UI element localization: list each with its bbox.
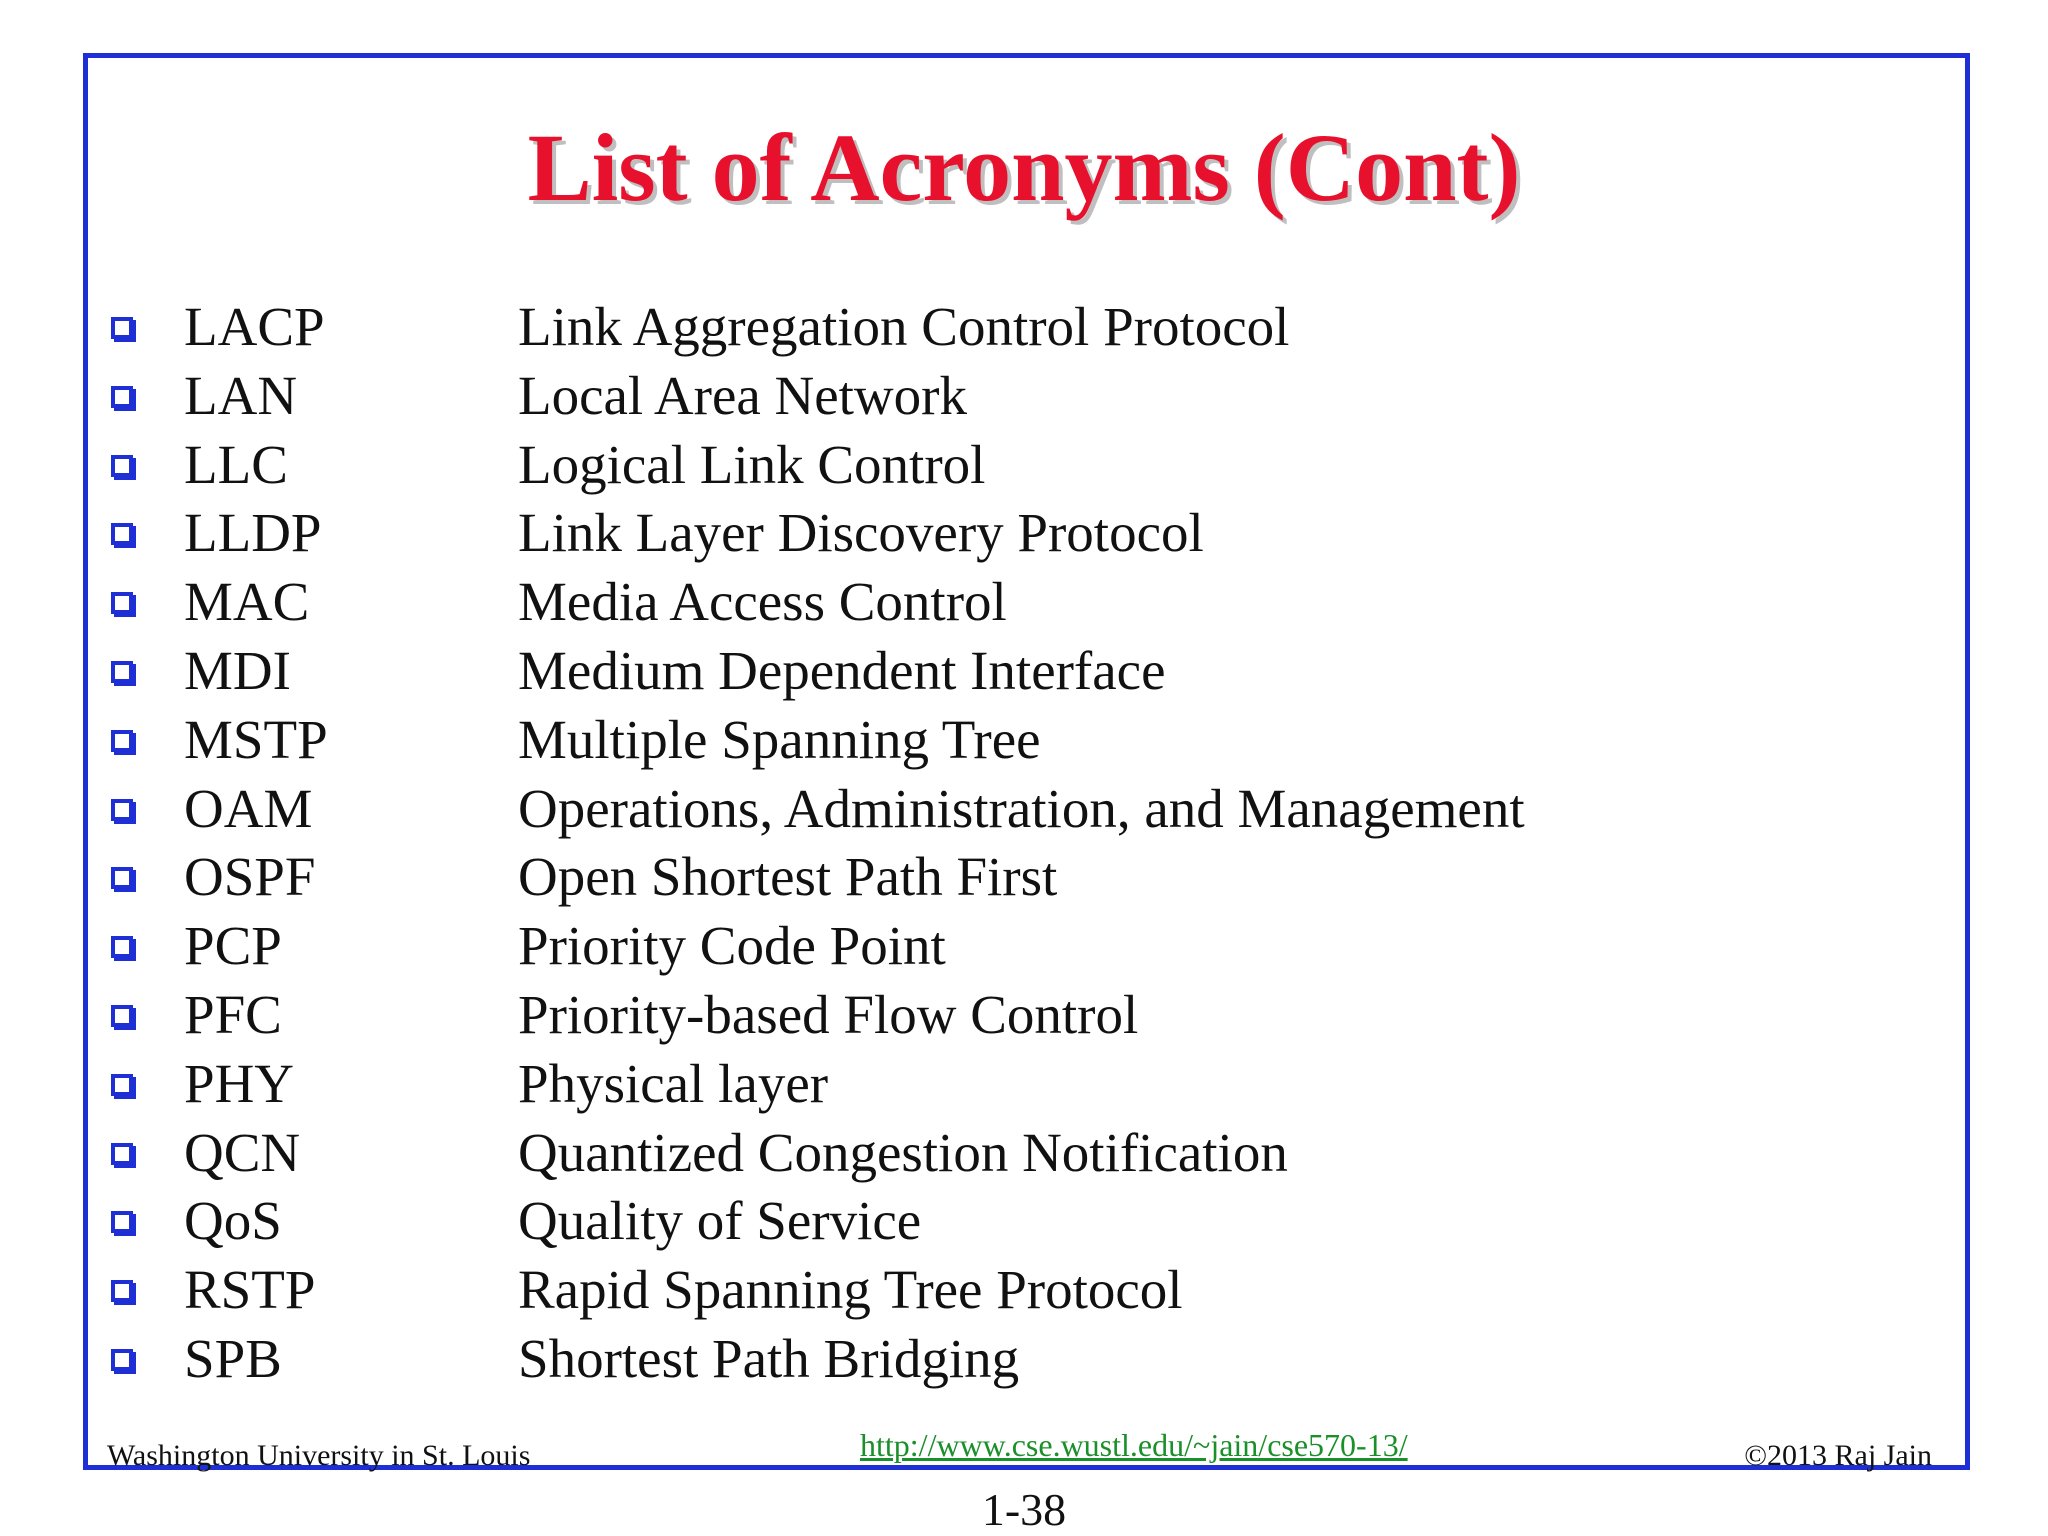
page-number: 1-38 bbox=[981, 1484, 1067, 1535]
hollow-square-bullet-icon bbox=[111, 455, 133, 477]
hollow-square-bullet-icon bbox=[111, 936, 133, 958]
acronym-expansion: Logical Link Control bbox=[518, 433, 986, 495]
acronym-expansion: Link Layer Discovery Protocol bbox=[518, 502, 1204, 564]
acronym: MDI bbox=[184, 639, 291, 701]
list-item bbox=[0, 362, 2048, 431]
hollow-square-bullet-icon bbox=[111, 1143, 133, 1165]
list-item bbox=[0, 1119, 2048, 1188]
acronym-expansion: Rapid Spanning Tree Protocol bbox=[518, 1259, 1183, 1321]
acronym-expansion: Media Access Control bbox=[518, 571, 1007, 633]
acronym: OSPF bbox=[184, 846, 316, 908]
acronym: OAM bbox=[184, 777, 313, 839]
acronym: QCN bbox=[184, 1121, 301, 1183]
acronym: PHY bbox=[184, 1052, 295, 1114]
course-url-link[interactable]: http://www.cse.wustl.edu/~jain/cse570-13/ bbox=[860, 1427, 1408, 1463]
hollow-square-bullet-icon bbox=[111, 1280, 133, 1302]
hollow-square-bullet-icon bbox=[111, 867, 133, 889]
acronym: MSTP bbox=[184, 708, 328, 770]
acronym-expansion: Quantized Congestion Notification bbox=[518, 1121, 1288, 1183]
acronym: LAN bbox=[184, 364, 298, 426]
hollow-square-bullet-icon bbox=[111, 386, 133, 408]
list-item bbox=[0, 843, 2048, 912]
acronym: LACP bbox=[184, 296, 325, 357]
list-item bbox=[0, 1256, 2048, 1325]
acronym-expansion: Priority Code Point bbox=[518, 915, 946, 977]
list-item bbox=[0, 706, 2048, 775]
list-item bbox=[0, 293, 2048, 362]
hollow-square-bullet-icon bbox=[111, 1211, 133, 1233]
list-item bbox=[0, 1325, 2048, 1394]
footer-copyright: ©2013 Raj Jain bbox=[1744, 1439, 1932, 1472]
acronym-expansion: Open Shortest Path First bbox=[518, 846, 1058, 908]
hollow-square-bullet-icon bbox=[111, 317, 133, 339]
hollow-square-bullet-icon bbox=[111, 799, 133, 821]
list-item bbox=[0, 431, 2048, 500]
acronym: PFC bbox=[184, 983, 282, 1045]
hollow-square-bullet-icon bbox=[111, 1349, 133, 1371]
acronym-list bbox=[0, 293, 2048, 1394]
footer-institution: Washington University in St. Louis bbox=[107, 1439, 531, 1472]
acronym-expansion: Link Aggregation Control Protocol bbox=[518, 296, 1290, 357]
acronym: LLDP bbox=[184, 502, 322, 564]
acronym-expansion: Quality of Service bbox=[518, 1190, 922, 1252]
hollow-square-bullet-icon bbox=[111, 592, 133, 614]
acronym: MAC bbox=[184, 571, 310, 633]
list-item bbox=[0, 981, 2048, 1050]
list-item bbox=[0, 637, 2048, 706]
acronym: PCP bbox=[184, 915, 282, 977]
hollow-square-bullet-icon bbox=[111, 1005, 133, 1027]
list-item bbox=[0, 775, 2048, 844]
acronym: RSTP bbox=[184, 1259, 316, 1321]
acronym-expansion: Multiple Spanning Tree bbox=[518, 708, 1041, 770]
acronym-expansion: Medium Dependent Interface bbox=[518, 639, 1166, 701]
acronym-expansion: Shortest Path Bridging bbox=[518, 1327, 1020, 1389]
hollow-square-bullet-icon bbox=[111, 730, 133, 752]
acronym: LLC bbox=[184, 433, 288, 495]
list-item bbox=[0, 1050, 2048, 1119]
list-item bbox=[0, 1187, 2048, 1256]
list-item bbox=[0, 568, 2048, 637]
slide-title: List of Acronyms (Cont) bbox=[527, 114, 1521, 221]
list-item bbox=[0, 499, 2048, 568]
acronym-expansion: Local Area Network bbox=[518, 364, 967, 426]
hollow-square-bullet-icon bbox=[111, 661, 133, 683]
acronym-expansion: Operations, Administration, and Management bbox=[518, 777, 1525, 839]
acronym: QoS bbox=[184, 1190, 282, 1252]
list-item bbox=[0, 912, 2048, 981]
hollow-square-bullet-icon bbox=[111, 523, 133, 545]
hollow-square-bullet-icon bbox=[111, 1074, 133, 1096]
acronym-expansion: Physical layer bbox=[518, 1052, 829, 1114]
acronym-expansion: Priority-based Flow Control bbox=[518, 983, 1139, 1045]
acronym: SPB bbox=[184, 1327, 282, 1389]
